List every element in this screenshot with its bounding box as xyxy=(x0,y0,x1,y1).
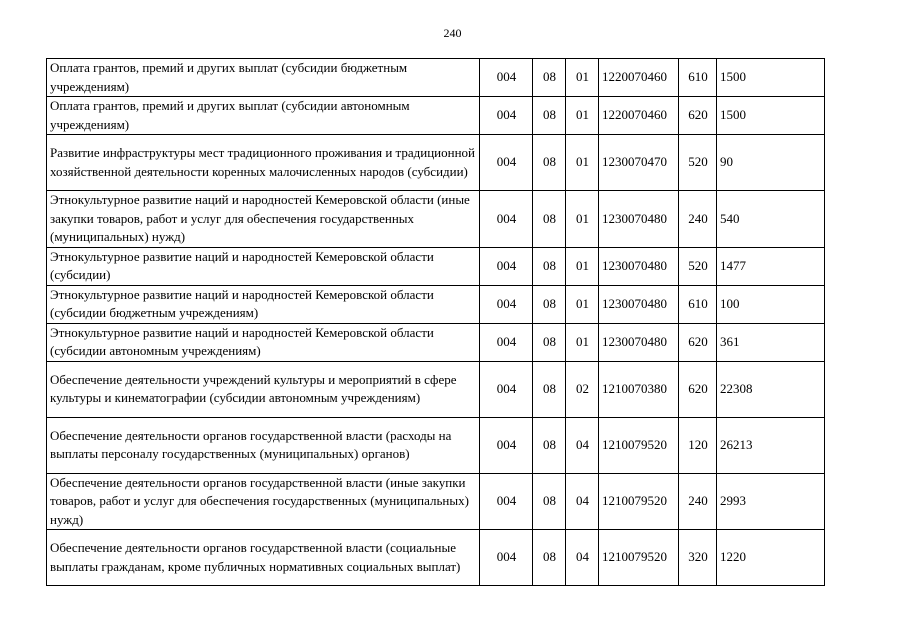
expense-name-cell: Обеспечение деятельности органов государственной власти (расходы на выплаты персоналу государственных (муниципальных) органов) xyxy=(47,417,480,473)
table-row xyxy=(47,361,825,417)
expense-name-cell: Развитие инфраструктуры мест традиционного проживания и традиционной хозяйственной деятельности коренных малочисленных народов (субсидии) xyxy=(47,135,480,191)
expense-name-cell: Этнокультурное развитие наций и народностей Кемеровской области (субсидии автономным учреждениям) xyxy=(47,323,480,361)
expense-type-cell: 240 xyxy=(679,473,717,530)
subsection-code-cell: 04 xyxy=(566,473,599,530)
ministry-code-cell: 004 xyxy=(480,97,533,135)
subsection-code-cell: 01 xyxy=(566,59,599,97)
expense-name-cell: Этнокультурное развитие наций и народностей Кемеровской области (субсидии) xyxy=(47,247,480,285)
section-code-cell: 08 xyxy=(533,361,566,417)
expense-name-cell: Оплата грантов, премий и других выплат (субсидии автономным учреждениям) xyxy=(47,97,480,135)
expense-type-cell: 620 xyxy=(679,97,717,135)
ministry-code-cell: 004 xyxy=(480,285,533,323)
expense-name-cell: Оплата грантов, премий и других выплат (субсидии бюджетным учреждениям) xyxy=(47,59,480,97)
table-row xyxy=(47,135,825,191)
subsection-code-cell: 04 xyxy=(566,417,599,473)
section-code-cell: 08 xyxy=(533,59,566,97)
target-article-cell: 1220070460 xyxy=(599,97,679,135)
expense-name-cell: Обеспечение деятельности органов государственной власти (социальные выплаты гражданам, кроме публичных нормативных социальных выплат) xyxy=(47,530,480,586)
ministry-code-cell: 004 xyxy=(480,473,533,530)
expense-name-cell: Обеспечение деятельности органов государственной власти (иные закупки товаров, работ и услуг для обеспечения государственных (муниципальных) нужд) xyxy=(47,473,480,530)
ministry-code-cell: 004 xyxy=(480,417,533,473)
ministry-code-cell: 004 xyxy=(480,361,533,417)
section-code-cell: 08 xyxy=(533,247,566,285)
table-row xyxy=(47,191,825,248)
subsection-code-cell: 02 xyxy=(566,361,599,417)
amount-cell: 100 xyxy=(717,285,825,323)
section-code-cell: 08 xyxy=(533,323,566,361)
target-article-cell: 1230070480 xyxy=(599,285,679,323)
amount-cell: 361 xyxy=(717,323,825,361)
ministry-code-cell: 004 xyxy=(480,247,533,285)
amount-cell: 1500 xyxy=(717,97,825,135)
expense-type-cell: 610 xyxy=(679,285,717,323)
table-row xyxy=(47,97,825,135)
section-code-cell: 08 xyxy=(533,285,566,323)
ministry-code-cell: 004 xyxy=(480,135,533,191)
budget-table xyxy=(46,58,825,586)
ministry-code-cell: 004 xyxy=(480,530,533,586)
section-code-cell: 08 xyxy=(533,97,566,135)
table-row xyxy=(47,473,825,530)
amount-cell: 1220 xyxy=(717,530,825,586)
subsection-code-cell: 01 xyxy=(566,247,599,285)
expense-type-cell: 240 xyxy=(679,191,717,248)
expense-name-cell: Этнокультурное развитие наций и народностей Кемеровской области (иные закупки товаров, работ и услуг для обеспечения государственных (муниципальных) нужд) xyxy=(47,191,480,248)
subsection-code-cell: 01 xyxy=(566,135,599,191)
subsection-code-cell: 01 xyxy=(566,97,599,135)
table-row xyxy=(47,323,825,361)
amount-cell: 26213 xyxy=(717,417,825,473)
section-code-cell: 08 xyxy=(533,530,566,586)
table-row xyxy=(47,285,825,323)
expense-type-cell: 320 xyxy=(679,530,717,586)
page-number: 240 xyxy=(443,26,462,40)
table-row xyxy=(47,530,825,586)
target-article-cell: 1230070480 xyxy=(599,323,679,361)
section-code-cell: 08 xyxy=(533,191,566,248)
target-article-cell: 1230070470 xyxy=(599,135,679,191)
expense-type-cell: 520 xyxy=(679,247,717,285)
subsection-code-cell: 01 xyxy=(566,323,599,361)
ministry-code-cell: 004 xyxy=(480,191,533,248)
expense-type-cell: 610 xyxy=(679,59,717,97)
section-code-cell: 08 xyxy=(533,135,566,191)
section-code-cell: 08 xyxy=(533,473,566,530)
ministry-code-cell: 004 xyxy=(480,323,533,361)
table-row xyxy=(47,417,825,473)
amount-cell: 1500 xyxy=(717,59,825,97)
target-article-cell: 1230070480 xyxy=(599,247,679,285)
ministry-code-cell: 004 xyxy=(480,59,533,97)
target-article-cell: 1210079520 xyxy=(599,530,679,586)
amount-cell: 540 xyxy=(717,191,825,248)
table-row xyxy=(47,247,825,285)
target-article-cell: 1210070380 xyxy=(599,361,679,417)
amount-cell: 22308 xyxy=(717,361,825,417)
section-code-cell: 08 xyxy=(533,417,566,473)
amount-cell: 1477 xyxy=(717,247,825,285)
table-row xyxy=(47,59,825,97)
target-article-cell: 1210079520 xyxy=(599,417,679,473)
expense-type-cell: 620 xyxy=(679,323,717,361)
expense-name-cell: Этнокультурное развитие наций и народностей Кемеровской области (субсидии бюджетным учреждениям) xyxy=(47,285,480,323)
expense-name-cell: Обеспечение деятельности учреждений культуры и мероприятий в сфере культуры и кинематографии (субсидии автономным учреждениям) xyxy=(47,361,480,417)
target-article-cell: 1230070480 xyxy=(599,191,679,248)
expense-type-cell: 120 xyxy=(679,417,717,473)
expense-type-cell: 520 xyxy=(679,135,717,191)
subsection-code-cell: 01 xyxy=(566,191,599,248)
subsection-code-cell: 04 xyxy=(566,530,599,586)
target-article-cell: 1220070460 xyxy=(599,59,679,97)
target-article-cell: 1210079520 xyxy=(599,473,679,530)
subsection-code-cell: 01 xyxy=(566,285,599,323)
expense-type-cell: 620 xyxy=(679,361,717,417)
amount-cell: 90 xyxy=(717,135,825,191)
amount-cell: 2993 xyxy=(717,473,825,530)
